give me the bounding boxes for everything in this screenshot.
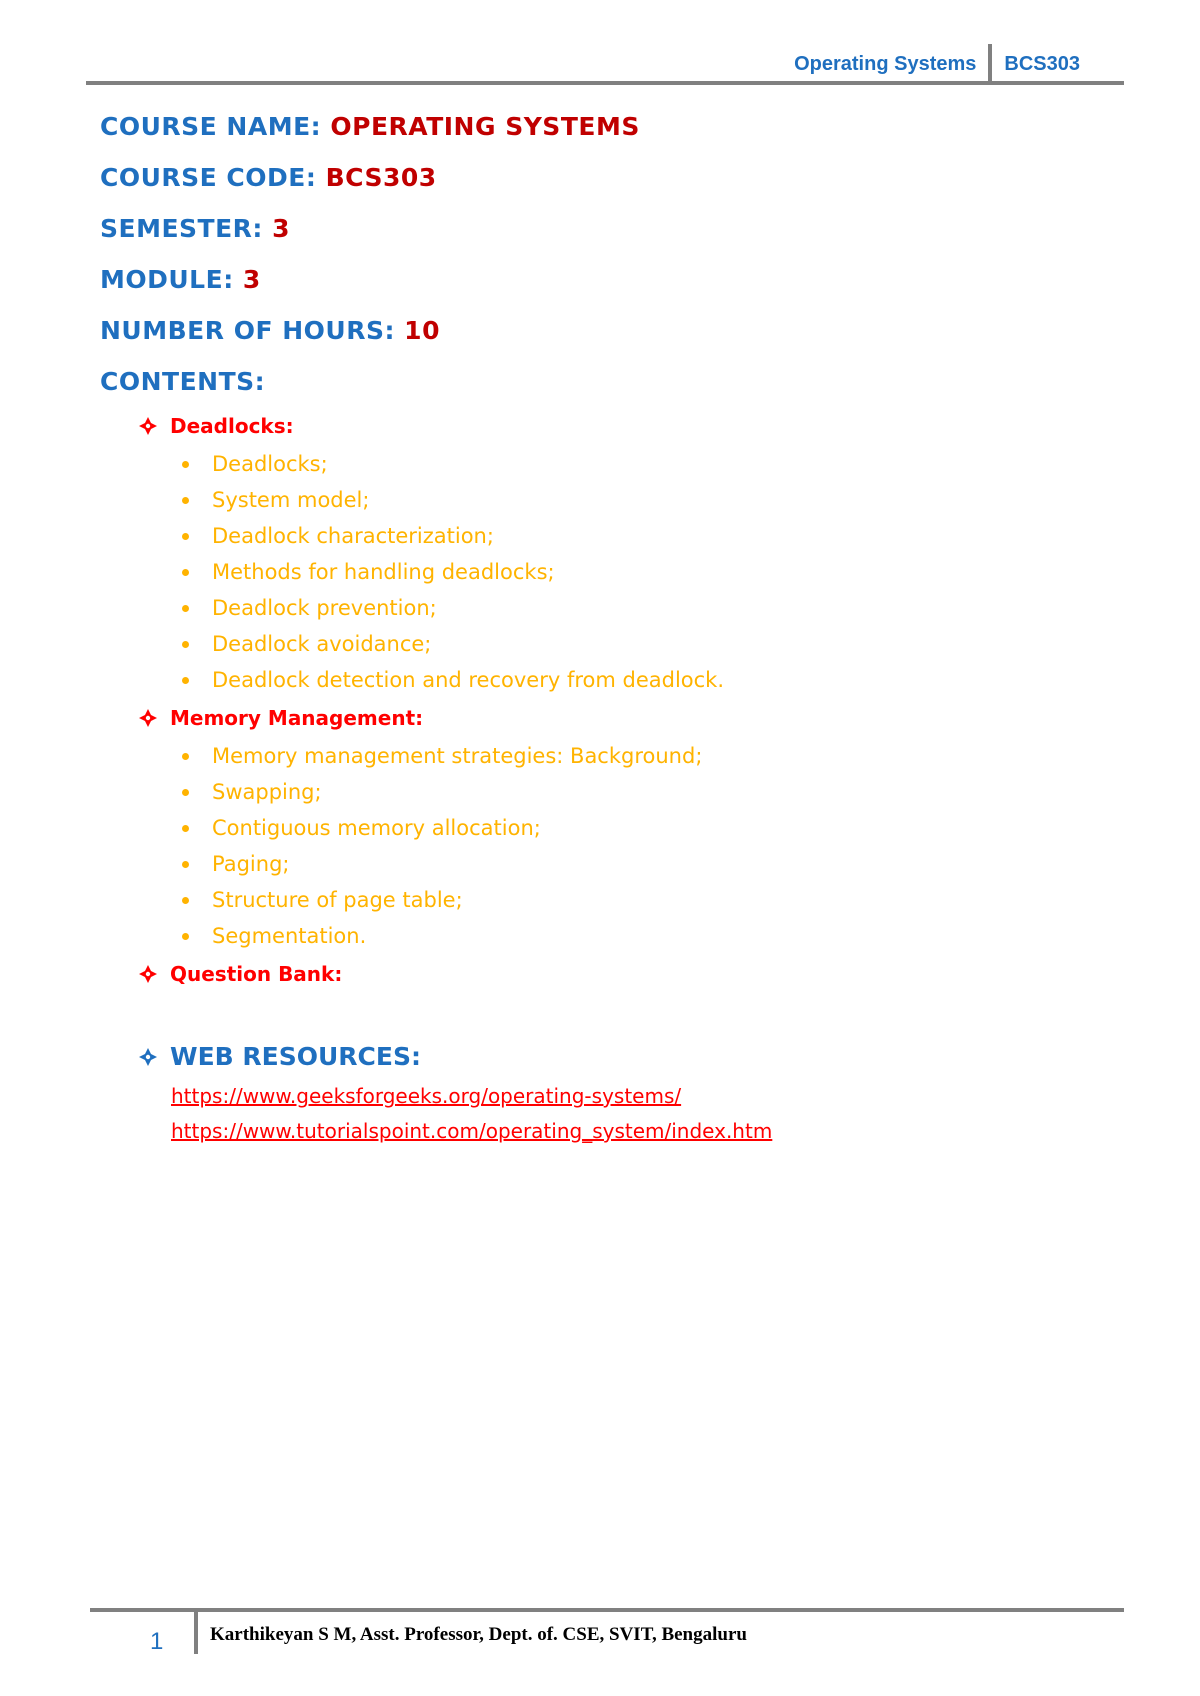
bullet-dot-icon (182, 569, 189, 576)
header-rule (86, 81, 1124, 85)
bullet-dot-icon (182, 753, 189, 760)
list-item (212, 554, 1100, 590)
bullet-dot-icon (182, 933, 189, 940)
list-item (212, 446, 1100, 482)
bullet-dot-icon (182, 861, 189, 868)
semester-value: 3 (272, 214, 291, 243)
list-item-text: Deadlock prevention; (212, 596, 437, 620)
footer-separator (194, 1610, 198, 1654)
contents-label: CONTENTS: (100, 367, 266, 396)
page-content (100, 112, 1100, 1149)
list-item (212, 662, 1100, 698)
web-resources-title: WEB RESOURCES: (170, 1042, 421, 1071)
module-label: MODULE: (100, 265, 234, 294)
bullet-dot-icon (182, 641, 189, 648)
footer-author: Karthikeyan S M, Asst. Professor, Dept. of. CSE, SVIT, Bengaluru (210, 1624, 747, 1645)
section-heading (138, 706, 1100, 730)
list-item-text: Paging; (212, 852, 290, 876)
list-item (212, 590, 1100, 626)
bullet-dot-icon (182, 825, 189, 832)
semester-label: SEMESTER: (100, 214, 263, 243)
course-name-value: OPERATING SYSTEMS (330, 112, 640, 141)
bullet-dot-icon (182, 789, 189, 796)
topic-list (138, 446, 1100, 698)
diamond-bullet-icon (138, 416, 158, 436)
course-code-field (100, 163, 1100, 192)
web-resources (138, 1042, 1100, 1149)
semester-field (100, 214, 1100, 243)
page-header (794, 44, 1080, 84)
section-title: Question Bank: (170, 962, 343, 986)
module-value: 3 (242, 265, 261, 294)
header-subject: Operating Systems (794, 52, 977, 75)
section-memory-management (138, 706, 1100, 954)
list-item (212, 810, 1100, 846)
web-resources-heading (138, 1042, 1100, 1071)
hours-field (100, 316, 1100, 345)
bullet-dot-icon (182, 605, 189, 612)
list-item-text: Deadlock avoidance; (212, 632, 432, 656)
list-item-text: Deadlock detection and recovery from deadlock. (212, 668, 725, 692)
list-item (212, 774, 1100, 810)
list-item-text: Structure of page table; (212, 888, 463, 912)
list-item (212, 738, 1100, 774)
list-item-text: Memory management strategies: Background; (212, 744, 703, 768)
section-title: Deadlocks: (170, 414, 294, 438)
bullet-dot-icon (182, 533, 189, 540)
list-item (212, 882, 1100, 918)
bullet-dot-icon (182, 677, 189, 684)
page-number: 1 (150, 1628, 164, 1655)
list-item-text: Contiguous memory allocation; (212, 816, 541, 840)
section-deadlocks (138, 414, 1100, 698)
section-heading (138, 414, 1100, 438)
section-title: Memory Management: (170, 706, 424, 730)
list-item (212, 626, 1100, 662)
course-code-label: COURSE CODE: (100, 163, 317, 192)
list-item (212, 846, 1100, 882)
list-item (212, 918, 1100, 954)
module-field (100, 265, 1100, 294)
contents-heading (100, 367, 1100, 396)
bullet-dot-icon (182, 897, 189, 904)
course-code-value: BCS303 (325, 163, 437, 192)
list-item-text: System model; (212, 488, 370, 512)
resource-link-geeksforgeeks[interactable]: https://www.geeksforgeeks.org/operating-systems/ (171, 1084, 682, 1108)
course-name-field (100, 112, 1100, 141)
bullet-dot-icon (182, 461, 189, 468)
diamond-bullet-icon (138, 964, 158, 984)
footer-rule (90, 1608, 1124, 1612)
header-separator (988, 44, 992, 84)
header-code: BCS303 (1004, 52, 1080, 75)
diamond-bullet-icon (138, 708, 158, 728)
hours-value: 10 (404, 316, 440, 345)
section-heading (138, 962, 1100, 986)
list-item-text: Deadlock characterization; (212, 524, 494, 548)
list-item-text: Deadlocks; (212, 452, 328, 476)
list-item (212, 518, 1100, 554)
topic-list (138, 738, 1100, 954)
list-item (212, 482, 1100, 518)
list-item-text: Swapping; (212, 780, 322, 804)
diamond-bullet-icon (138, 1047, 158, 1067)
course-name-label: COURSE NAME: (100, 112, 322, 141)
resource-link-tutorialspoint[interactable]: https://www.tutorialspoint.com/operating_system/index.htm (171, 1119, 773, 1143)
list-item-text: Segmentation. (212, 924, 367, 948)
list-item-text: Methods for handling deadlocks; (212, 560, 555, 584)
section-question-bank (138, 962, 1100, 986)
hours-label: NUMBER OF HOURS: (100, 316, 395, 345)
bullet-dot-icon (182, 497, 189, 504)
